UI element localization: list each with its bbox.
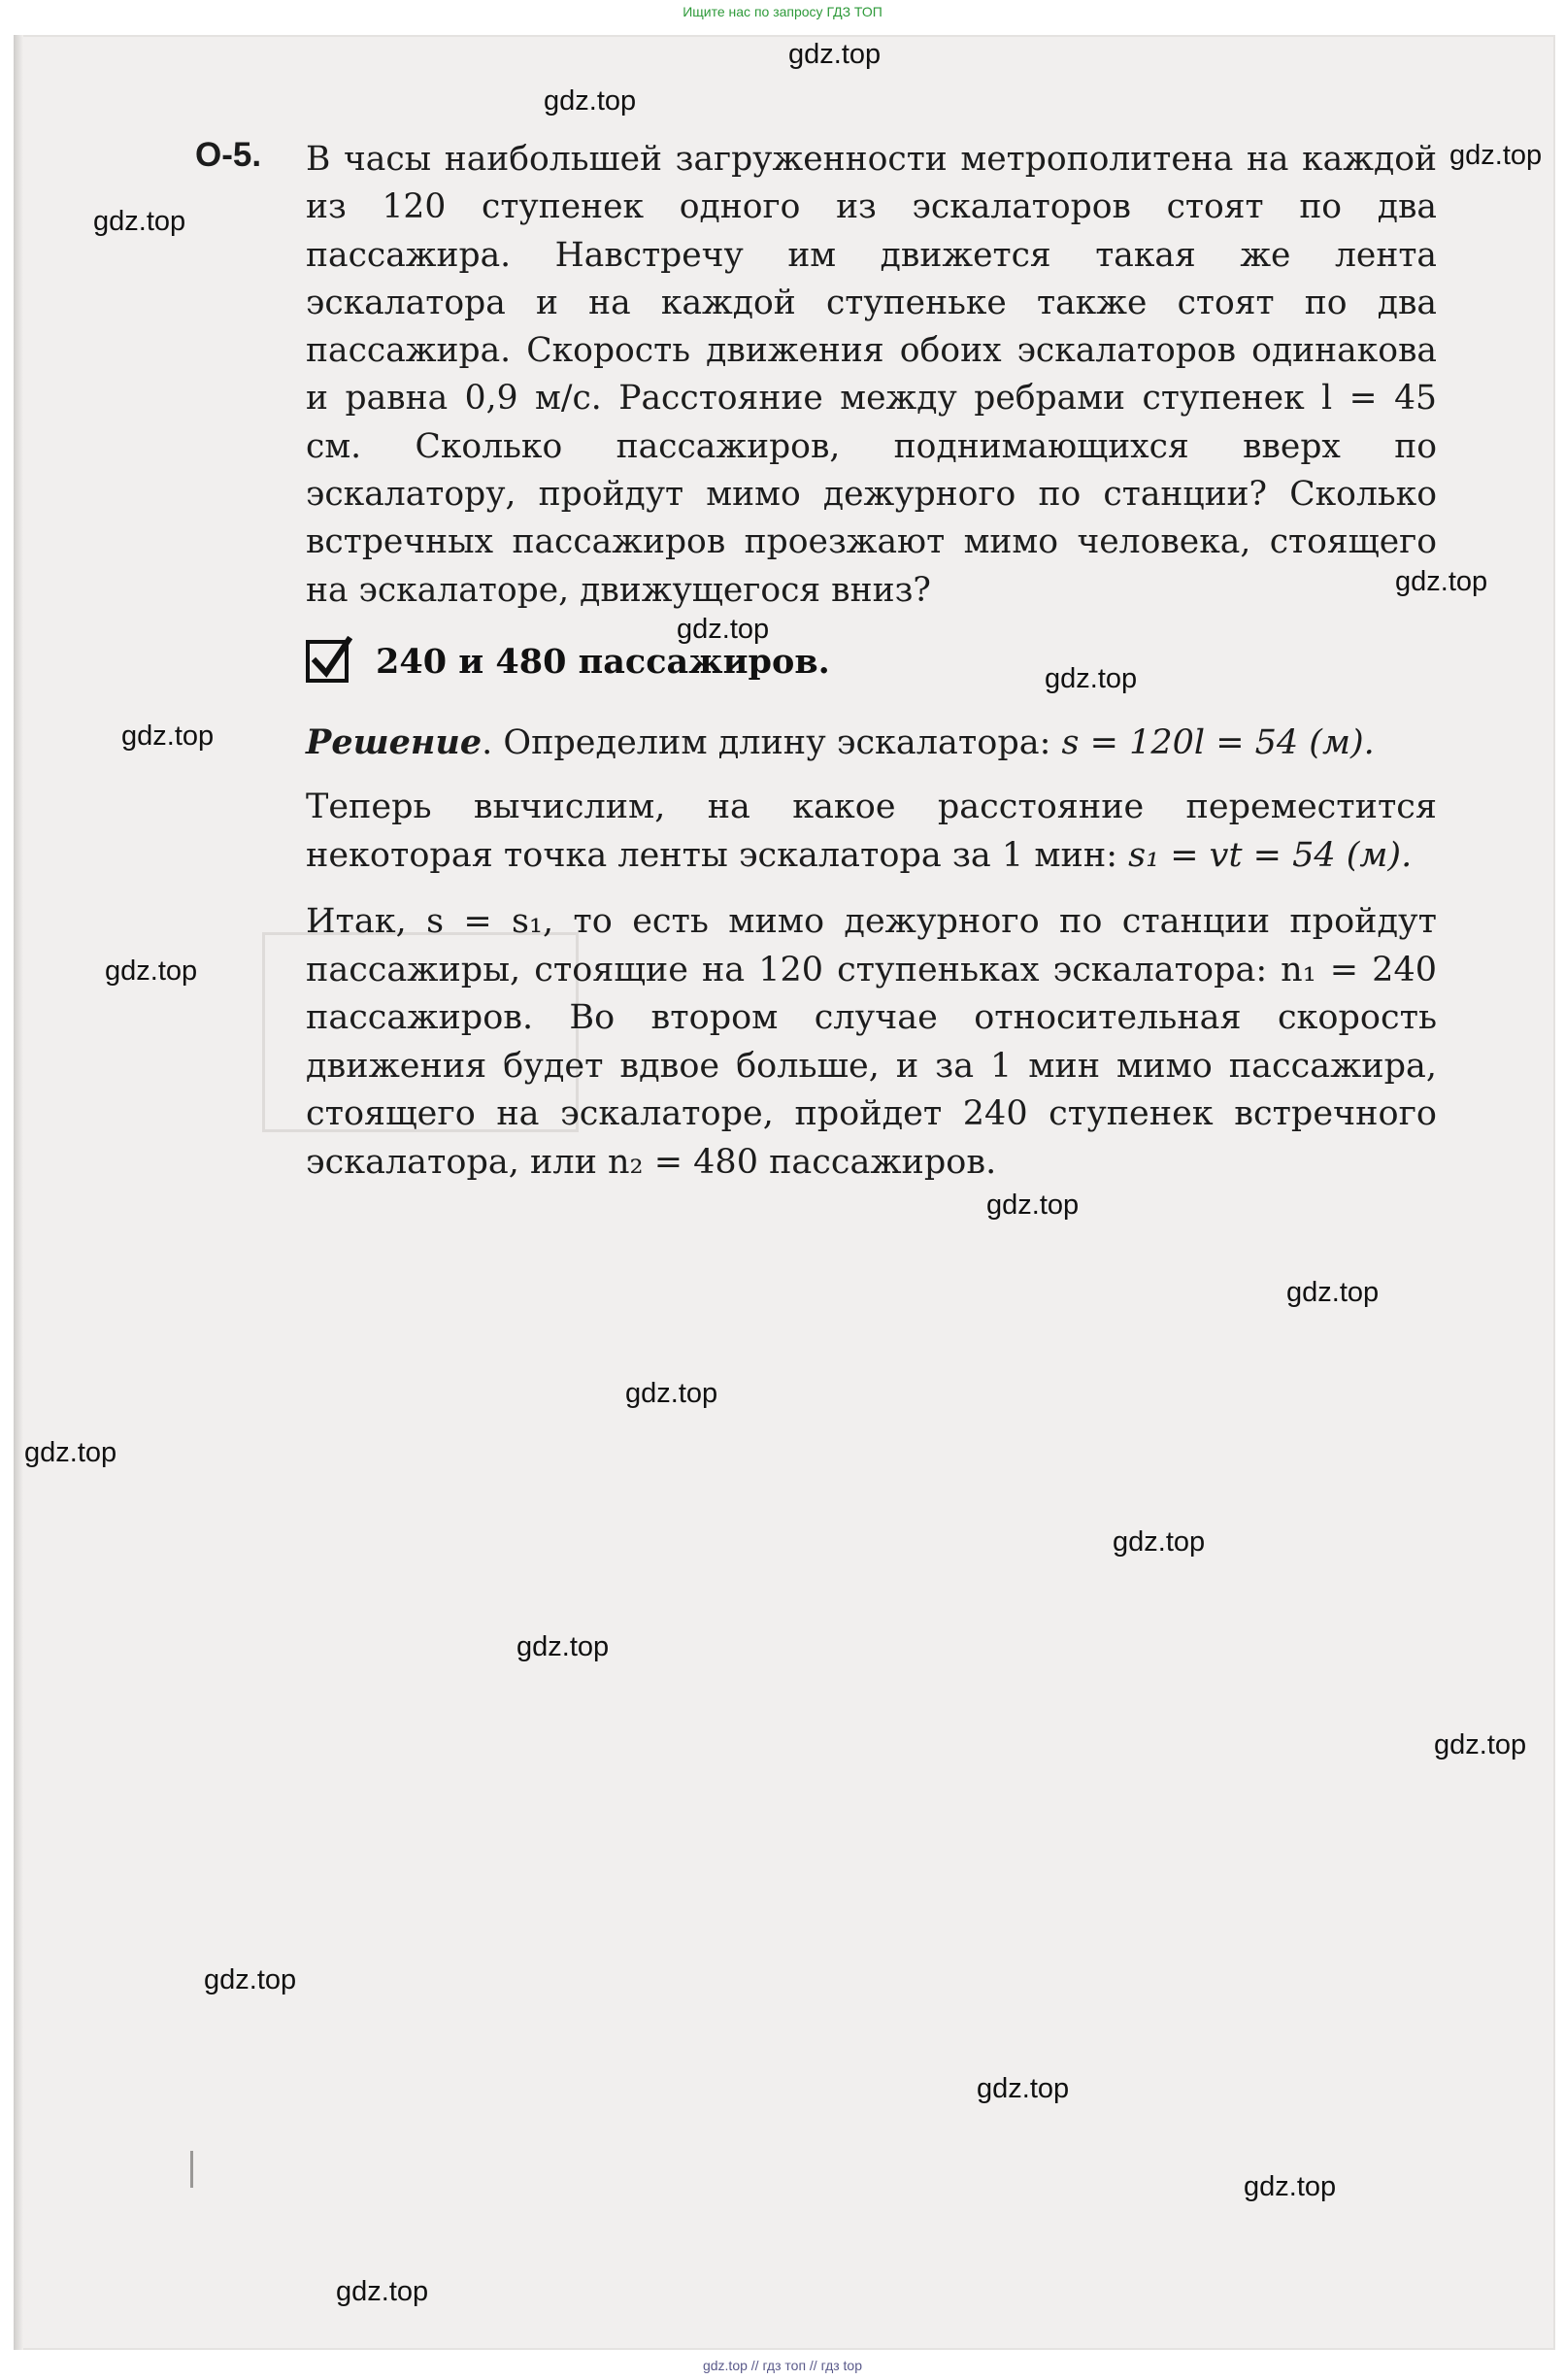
watermark: gdz.top xyxy=(1434,1729,1527,1760)
watermark: gdz.top xyxy=(1045,663,1138,694)
margin-mark xyxy=(190,2151,193,2188)
watermark: gdz.top xyxy=(121,721,215,752)
answer-text: 240 и 480 пассажиров. xyxy=(376,641,830,682)
solution-paragraph-3: Итак, s = s₁, то есть мимо дежурного по станции пройдут пассажиры, стоящие на 120 ступеньках эскалатора: n₁ = 240 пассажиров. Во втором случае относительная скорость движения будет вдвое больше, и за 1 мин мимо пассажира, стоящего на эскалаторе, пройдет 240 ступенек встречного эскалатора, или n₂ = 480 пассажиров. xyxy=(306,902,1437,1182)
watermark: gdz.top xyxy=(677,614,770,645)
watermark: gdz.top xyxy=(986,1190,1080,1221)
solution-label: Решение xyxy=(306,722,483,762)
watermark: gdz.top xyxy=(1113,1526,1206,1558)
watermark: gdz.top xyxy=(204,1964,297,1995)
watermark: gdz.top xyxy=(105,955,198,987)
watermark: gdz.top xyxy=(544,85,637,117)
watermark: gdz.top xyxy=(1449,140,1543,171)
footer-note: gdz.top // гдз топ // гдз top xyxy=(702,2358,863,2373)
answer-row xyxy=(306,640,830,683)
watermark: gdz.top xyxy=(24,1437,117,1468)
watermark: gdz.top xyxy=(788,39,882,70)
header-note: Ищите нас по запросу ГДЗ ТОП xyxy=(683,4,882,19)
watermark: gdz.top xyxy=(1286,1277,1380,1308)
solution-p2-equation: s₁ = vt = 54 (м). xyxy=(1128,835,1413,875)
solution-paragraph-1 xyxy=(306,719,1437,768)
watermark: gdz.top xyxy=(1244,2171,1337,2202)
solution-p2-text: Теперь вычислим, на какое расстояние переместится некоторая точка ленты эскалатора за 1 мин: xyxy=(306,788,1437,875)
checkmark-box-icon xyxy=(306,640,349,683)
watermark: gdz.top xyxy=(516,1631,610,1662)
problem-text: В часы наибольшей загруженности метрополитена на каждой из 120 ступенек одного из эскалаторов стоят по два пассажира. Навстречу им движется такая же лента эскалатора и на каждой ступеньке также стоят по два пассажира. Скорость движения обоих эскалаторов одинакова и равна 0,9 м/с. Расстояние между ребрами ступенек l = 45 см. Сколько пассажиров, поднимающихся вверх по эскалатору, пройдут мимо дежурного по станции? Сколько встречных пассажиров проезжают мимо человека, стоящего на эскалаторе, движущегося вниз? xyxy=(306,140,1437,610)
watermark: gdz.top xyxy=(625,1378,718,1409)
solution-p1-equation: s = 120l = 54 (м). xyxy=(1061,723,1375,762)
page-edge-shadow xyxy=(14,35,23,2350)
solution-p1-text: . Определим длину эскалатора: xyxy=(482,723,1062,762)
watermark: gdz.top xyxy=(1395,566,1488,597)
problem-number: О-5. xyxy=(195,136,262,174)
solution-paragraph-2 xyxy=(306,784,1437,880)
watermark: gdz.top xyxy=(336,2276,429,2307)
watermark: gdz.top xyxy=(93,206,186,237)
watermark: gdz.top xyxy=(977,2073,1070,2104)
